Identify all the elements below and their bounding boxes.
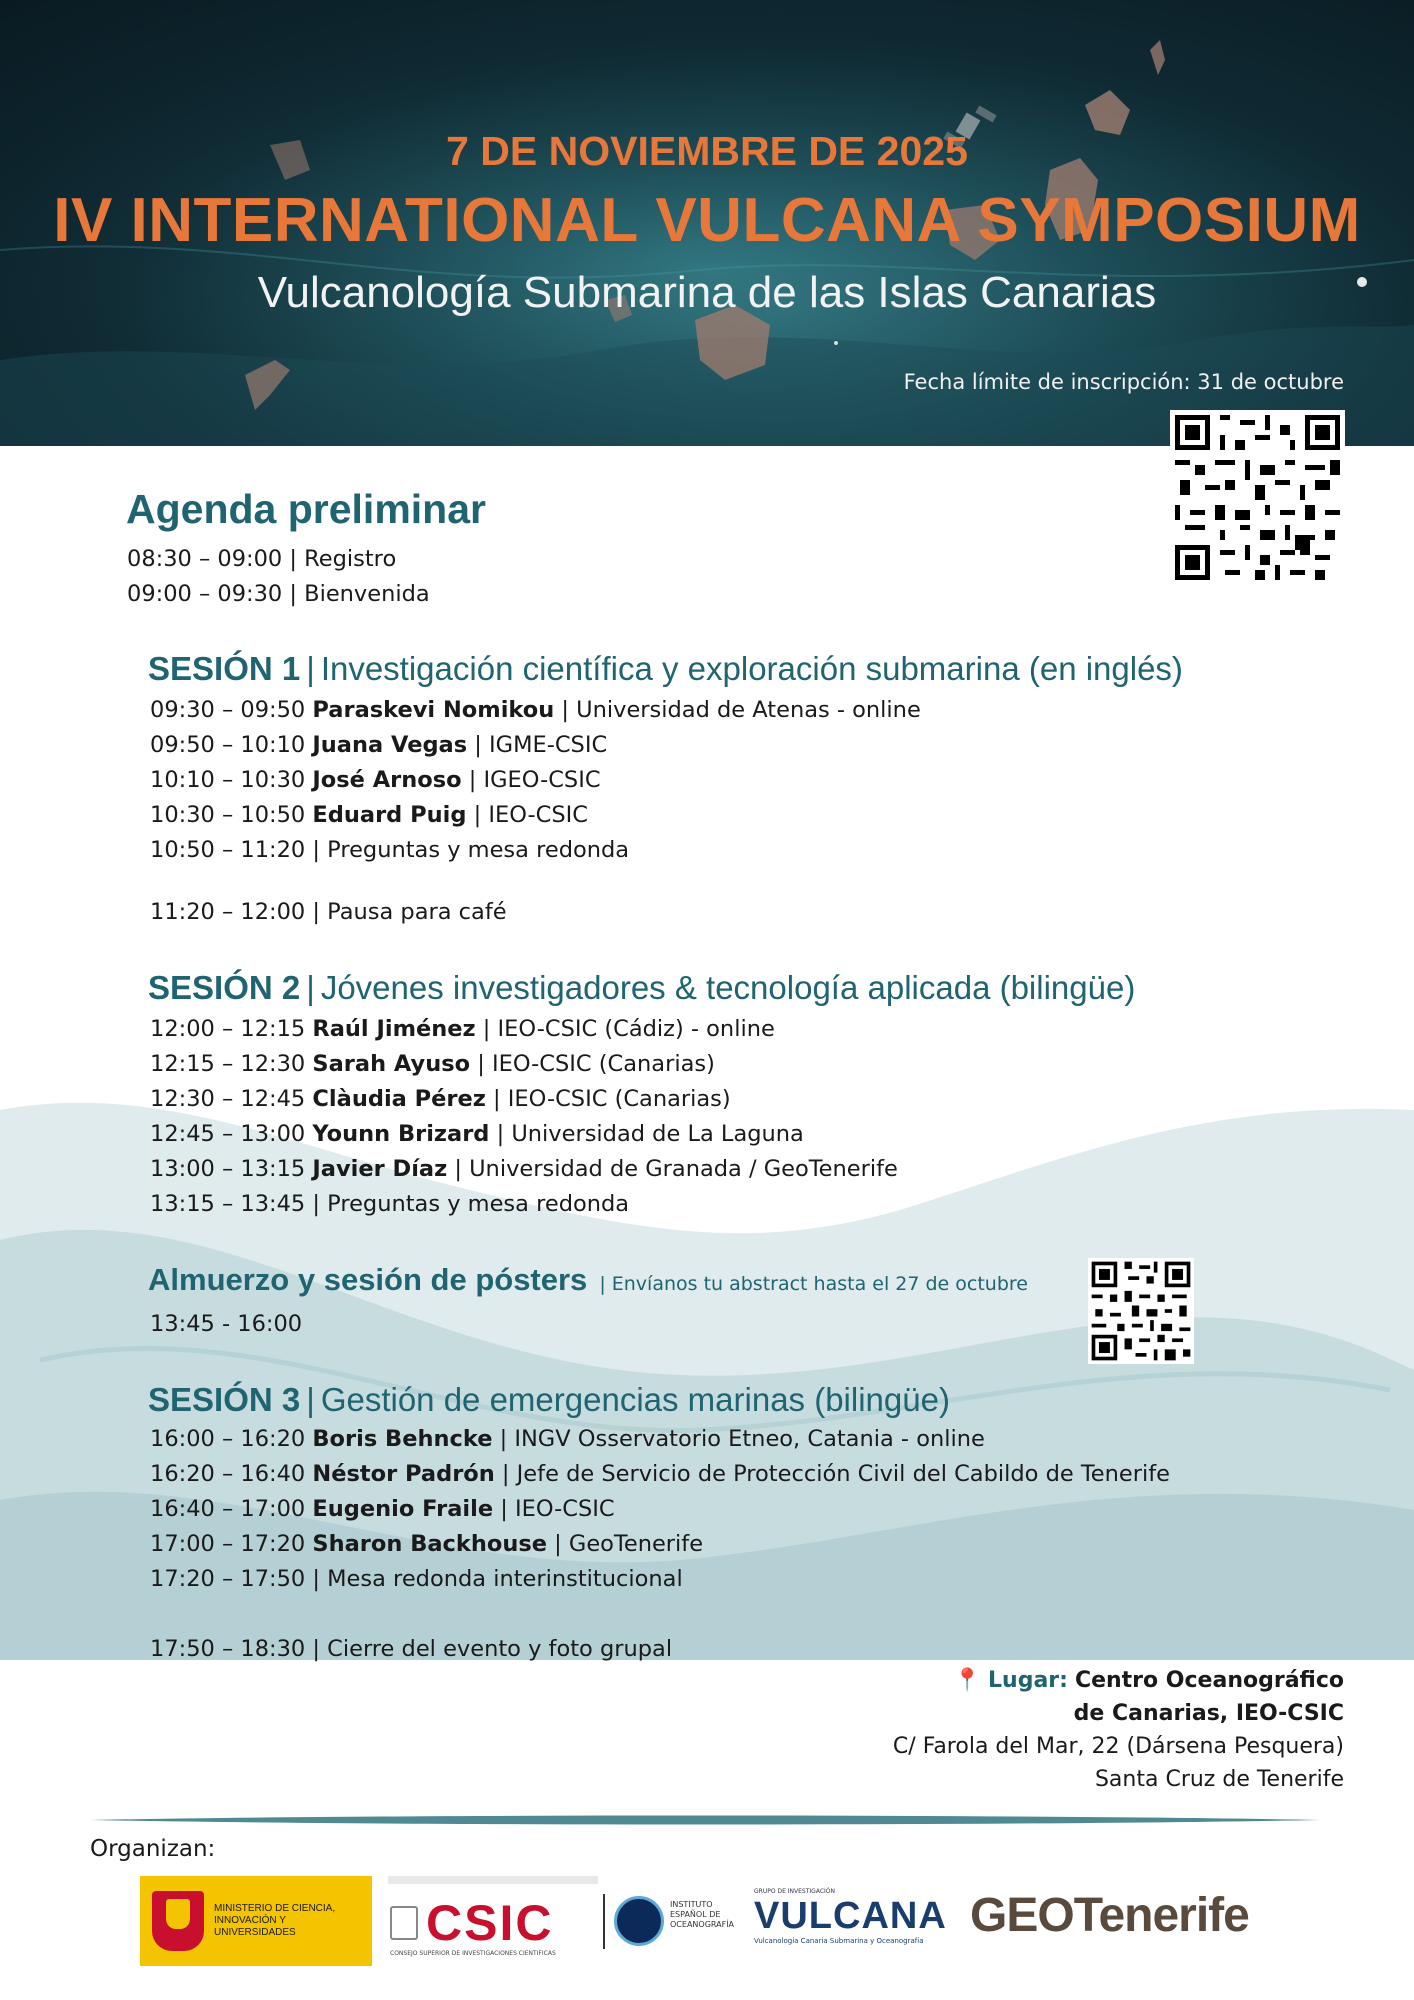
session-3-item: 17:00 – 17:20 Sharon Backhouse | GeoTenerife <box>150 1531 704 1557</box>
session-2-item: 12:45 – 13:00 Younn Brizard | Universidad de La Laguna <box>150 1121 804 1147</box>
organizer-logos <box>140 1876 1280 1966</box>
ieo-logo: INSTITUTO ESPAÑOL DE OCEANOGRAFÍA <box>614 1892 744 1952</box>
agenda-item: 09:00 – 09:30 | Bienvenida <box>127 581 430 607</box>
coffee-break: 11:20 – 12:00 | Pausa para café <box>150 899 507 925</box>
csic-logo: CSIC CONSEJO SUPERIOR DE INVESTIGACIONES CIENTÍFICAS <box>388 1876 598 1974</box>
abstract-qr-code[interactable] <box>1088 1258 1194 1364</box>
ministry-logo: MINISTERIO DE CIENCIA, INNOVACIÓN Y UNIVERSIDADES <box>140 1876 372 1966</box>
session-2-item: 12:00 – 12:15 Raúl Jiménez | IEO-CSIC (Cádiz) - online <box>150 1016 775 1042</box>
event-subtitle: Vulcanología Submarina de las Islas Canarias <box>257 268 1157 317</box>
coat-of-arms-icon <box>152 1891 204 1951</box>
session-1-heading: SESIÓN 1 | Investigación científica y exploración submarina (en inglés) <box>148 650 1183 687</box>
session-1-item: 09:30 – 09:50 Paraskevi Nomikou | Universidad de Atenas - online <box>150 697 921 723</box>
organizers-label: Organizan: <box>90 1836 216 1862</box>
event-title: IV INTERNATIONAL VULCANA SYMPOSIUM <box>53 186 1361 255</box>
geotenerife-logo: GEOTenerife <box>970 1889 1249 1942</box>
venue-block: 📍 Lugar: Centro Oceanográfico de Canarias, IEO-CSIC C/ Farola del Mar, 22 (Dársena Pesquera) Santa Cruz de Tenerife <box>892 1668 1344 1792</box>
session-3-item: 16:40 – 17:00 Eugenio Fraile | IEO-CSIC <box>150 1496 615 1522</box>
session-2-item: 12:30 – 12:45 Clàudia Pérez | IEO-CSIC (Canarias) <box>150 1086 731 1112</box>
lunch-time: 13:45 - 16:00 <box>150 1311 303 1337</box>
session-2-item: 13:15 – 13:45 | Preguntas y mesa redonda <box>150 1191 630 1217</box>
session-1-item: 09:50 – 10:10 Juana Vegas | IGME-CSIC <box>150 732 608 758</box>
csic-emblem-icon <box>390 1906 418 1940</box>
agenda-item: 08:30 – 09:00 | Registro <box>127 546 397 572</box>
vulcana-logo: GRUPO DE INVESTIGACIÓN VULCANA Vulcanología Canaria Submarina y Oceanografía <box>754 1888 947 1945</box>
session-3-item: 16:00 – 16:20 Boris Behncke | INGV Osservatorio Etneo, Catania - online <box>150 1426 985 1452</box>
hero-banner <box>0 0 1414 446</box>
session-3-item: 16:20 – 16:40 Néstor Padrón | Jefe de Servicio de Protección Civil del Cabildo de Tenerife <box>150 1461 1170 1487</box>
registration-deadline: Fecha límite de inscripción: 31 de octubre <box>903 370 1344 394</box>
session-1-item: 10:50 – 11:20 | Preguntas y mesa redonda <box>150 837 630 863</box>
session-3-heading: SESIÓN 3 | Gestión de emergencias marinas (bilingüe) <box>148 1381 950 1418</box>
location-pin-icon: 📍 <box>953 1668 982 1693</box>
divider <box>90 1814 1320 1826</box>
ieo-globe-icon <box>614 1896 664 1946</box>
lunch-poster-heading: Almuerzo y sesión de pósters | Envíanos tu abstract hasta el 27 de octubre <box>148 1262 1028 1297</box>
session-3-item: 17:20 – 17:50 | Mesa redonda interinstitucional <box>150 1566 683 1592</box>
session-2-item: 12:15 – 12:30 Sarah Ayuso | IEO-CSIC (Canarias) <box>150 1051 715 1077</box>
closing-item: 17:50 – 18:30 | Cierre del evento y foto grupal <box>150 1636 673 1662</box>
session-1-item: 10:10 – 10:30 José Arnoso | IGEO-CSIC <box>150 767 601 793</box>
session-1-item: 10:30 – 10:50 Eduard Puig | IEO-CSIC <box>150 802 588 828</box>
event-date: 7 DE NOVIEMBRE DE 2025 <box>446 128 968 174</box>
registration-qr-code[interactable] <box>1170 410 1345 585</box>
session-2-heading: SESIÓN 2 | Jóvenes investigadores & tecnología aplicada (bilingüe) <box>148 969 1136 1006</box>
agenda-title: Agenda preliminar <box>126 486 486 532</box>
session-2-item: 13:00 – 13:15 Javier Díaz | Universidad de Granada / GeoTenerife <box>150 1156 898 1182</box>
